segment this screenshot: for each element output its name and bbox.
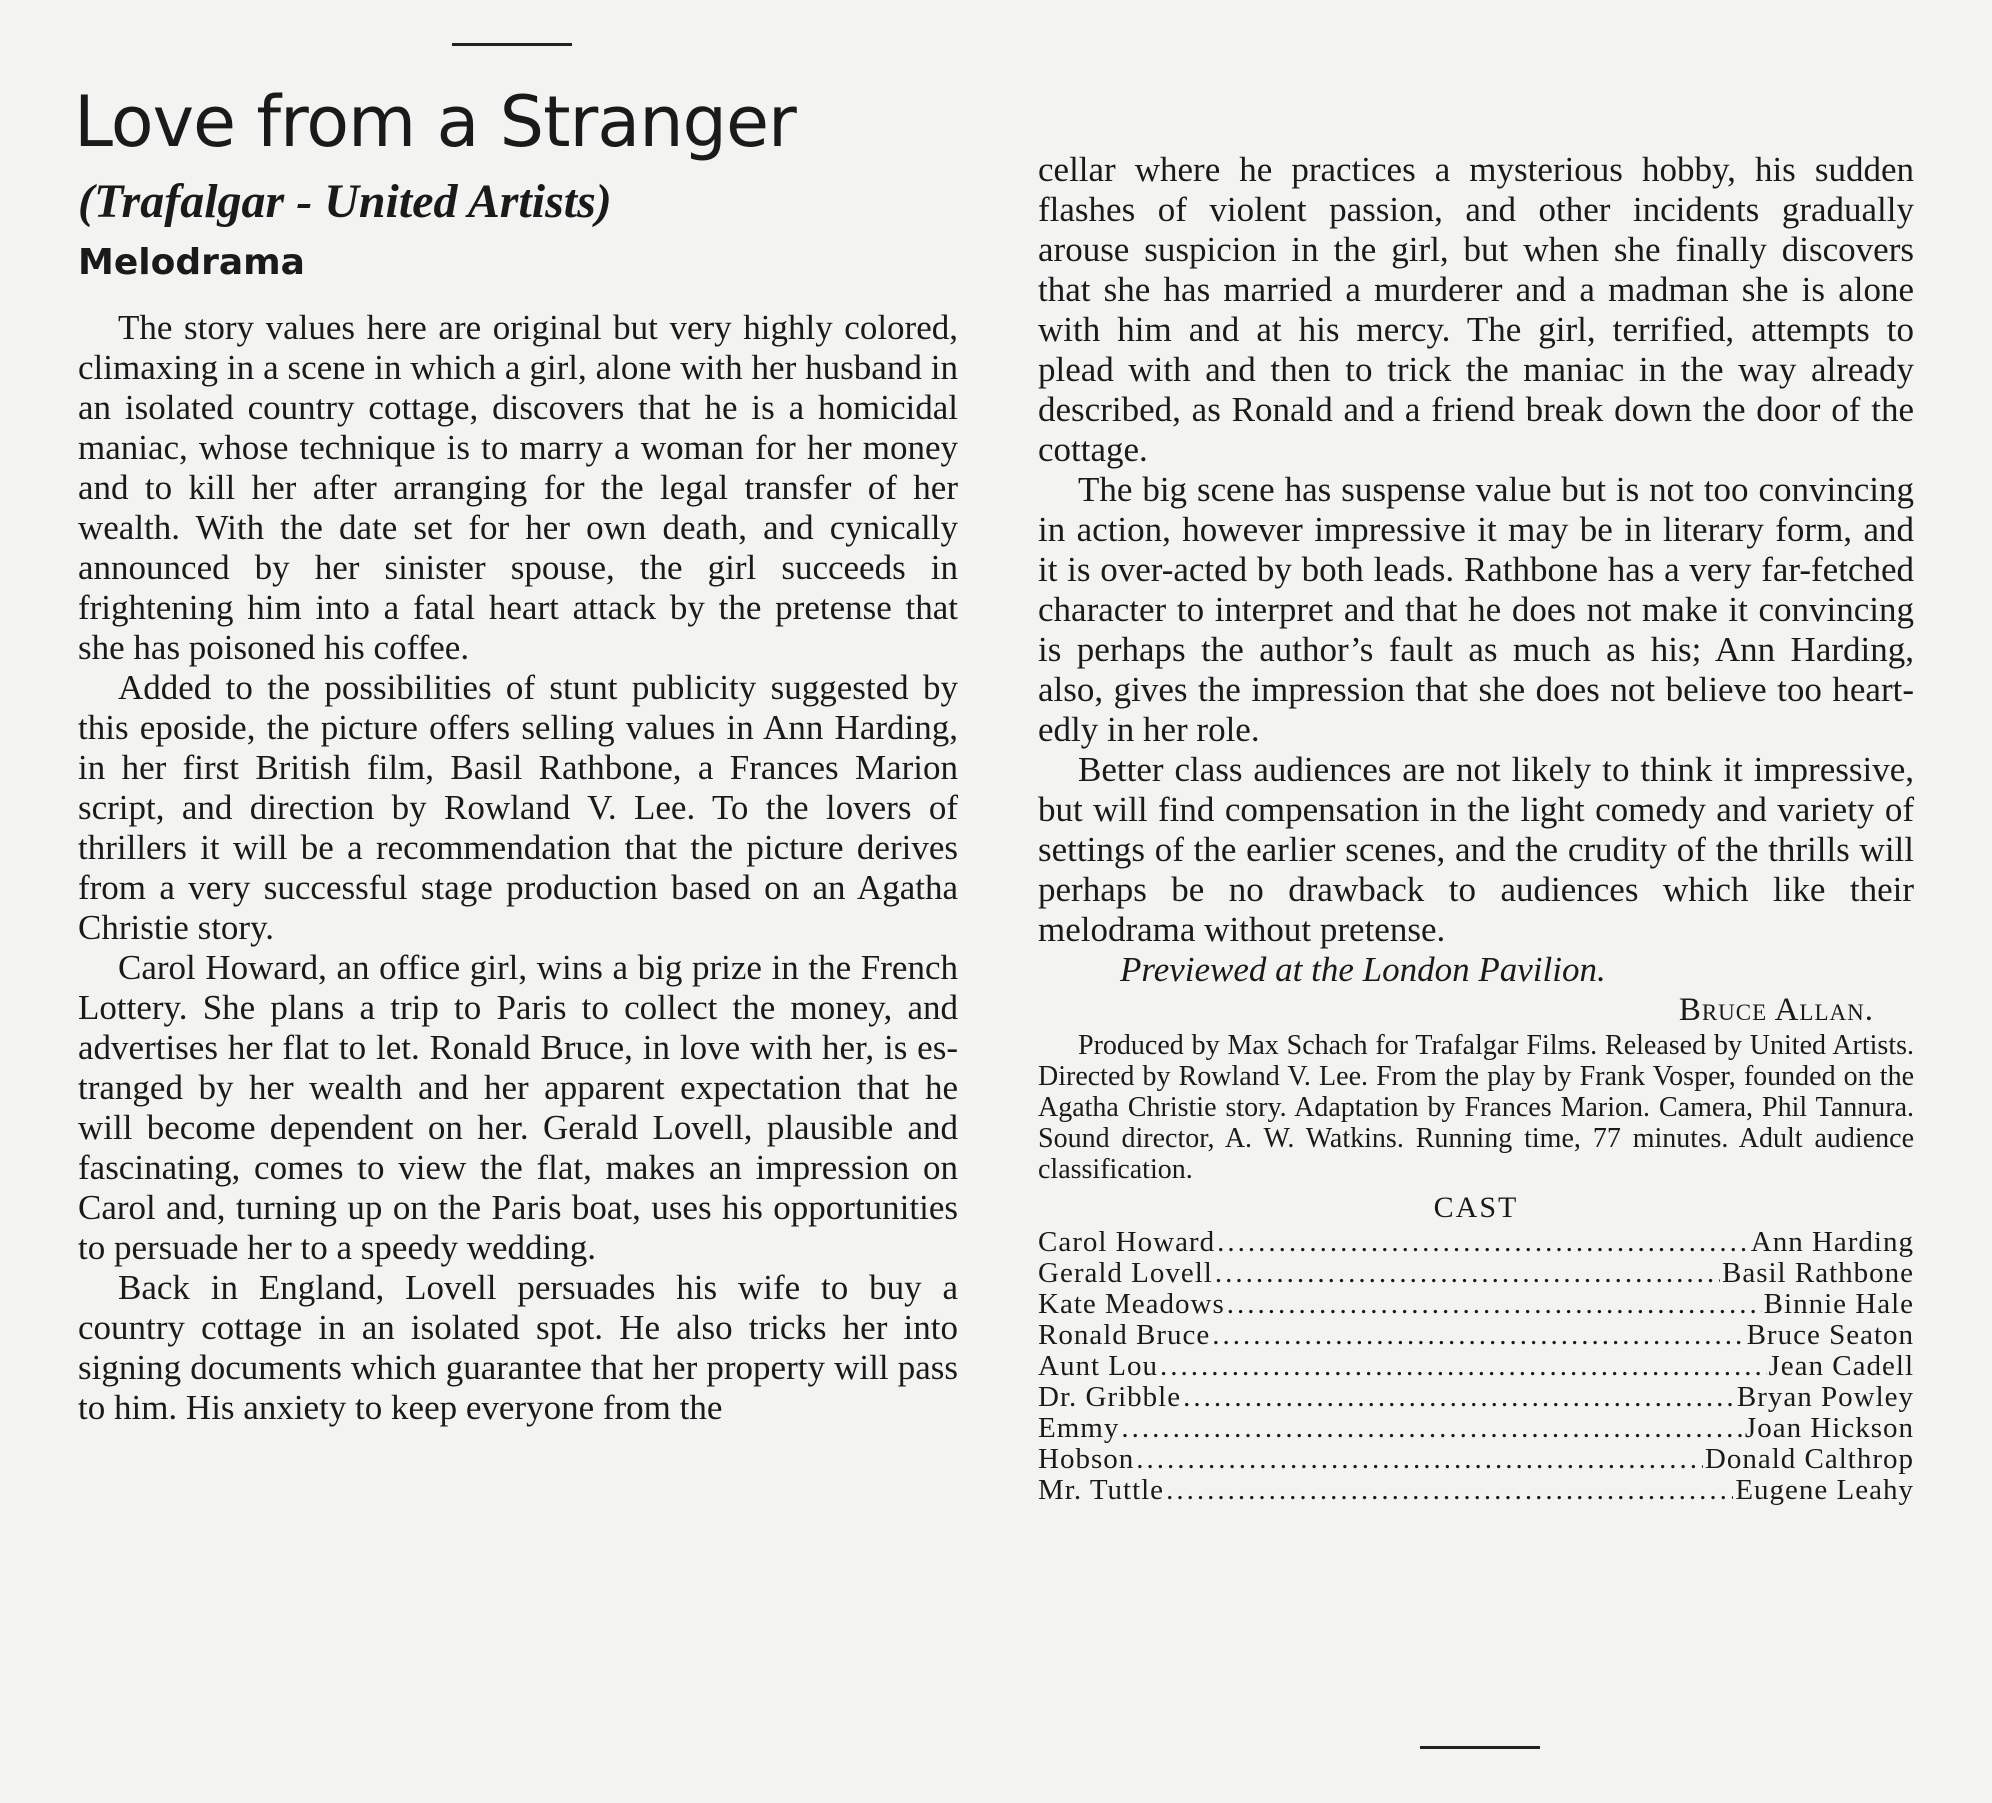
cast-row bbox=[1038, 1475, 1914, 1506]
paragraph: Back in England, Lovell persuades his wife to buy a country cottage in an isolated spot. He also tricks her into signing documents which guarantee that her property will pass to him. His anxiety to keep everyone from the bbox=[78, 1268, 958, 1427]
leader-dots bbox=[1136, 1444, 1703, 1475]
cast-actor: Donald Calthrop bbox=[1704, 1443, 1914, 1475]
paragraph: The story values here are original but very highly colored, climaxing in a scene in which a girl, alone with her husband in an isolated country cottage, discovers that he is a homicidal maniac, whose technique is to marry a woman for her money and to kill her after arranging for the legal transfer of her wealth. With the date set for her own death, and cynically announced by her sinister spouse, the girl succeeds in frightening him into a fatal heart attack by the pretense that she has poisoned his coffee. bbox=[78, 308, 958, 667]
cast-actor: Binnie Hale bbox=[1763, 1288, 1914, 1320]
cast-row bbox=[1038, 1444, 1914, 1475]
cast-actor: Jean Cadell bbox=[1768, 1350, 1914, 1382]
paragraph: Added to the possibilities of stunt publicity suggested by this eposide, the picture offers selling values in Ann Harding, in her first British film, Basil Rathbone, a Frances Marion script, and direction by Rowland V. Lee. To the lovers of thrillers it will be a recommendation that the picture derives from a very successful stage production based on an Agatha Christie story. bbox=[78, 668, 958, 947]
cast-row bbox=[1038, 1258, 1914, 1289]
leader-dots bbox=[1227, 1289, 1762, 1320]
reviewer-byline: Bruce Allan. bbox=[1678, 992, 1874, 1028]
top-rule bbox=[452, 43, 572, 46]
cast-role: Carol Howard bbox=[1038, 1226, 1216, 1258]
leader-dots bbox=[1183, 1382, 1735, 1413]
paragraph: Better class audiences are not likely to think it impressive, but will find compensation in the light comedy and variety of settings of the earlier scenes, and the crudity of the thrills will perhaps be no drawback to audiences which like their melodrama without pretense. bbox=[1038, 750, 1914, 949]
cast-row bbox=[1038, 1351, 1914, 1382]
left-column bbox=[78, 308, 958, 1428]
cast-role: Dr. Gribble bbox=[1038, 1381, 1182, 1413]
right-column bbox=[1038, 150, 1914, 1506]
distributor-line: (Trafalgar - United Artists) bbox=[78, 175, 612, 228]
cast-role: Aunt Lou bbox=[1038, 1350, 1158, 1382]
leader-dots bbox=[1212, 1320, 1744, 1351]
cast-actor: Bryan Powley bbox=[1736, 1381, 1914, 1413]
cast-actor: Eugene Leahy bbox=[1735, 1474, 1914, 1506]
cast-row bbox=[1038, 1382, 1914, 1413]
leader-dots bbox=[1215, 1258, 1720, 1289]
leader-dots bbox=[1160, 1351, 1767, 1382]
cast-role: Kate Meadows bbox=[1038, 1288, 1225, 1320]
preview-note: Previewed at the London Pavilion. bbox=[1120, 950, 1606, 989]
cast-list bbox=[1038, 1227, 1914, 1506]
cast-heading: CAST bbox=[1433, 1191, 1519, 1224]
cast-actor: Basil Rathbone bbox=[1721, 1257, 1914, 1289]
paragraph: Carol Howard, an office girl, wins a big prize in the French Lottery. She plans a trip to Paris to collect the money, and advertises her flat to let. Ronald Bruce, in love with her, is estranged by her wealth and her apparent expectation that he will become dependent on her. Gerald Lovell, plausible and fascinating, comes to view the flat, makes an impression on Carol and, turning up on the Paris boat, uses his opportunities to persuade her to a speedy wedding. bbox=[78, 948, 958, 1267]
cast-row bbox=[1038, 1413, 1914, 1444]
genre-label: Melodrama bbox=[78, 242, 305, 283]
cast-role: Emmy bbox=[1038, 1412, 1120, 1444]
paragraph: The big scene has suspense value but is not too convincing in action, however impressive it may be in literary form, and it is over-acted by both leads. Rathbone has a very far-fetched character to interpret and that he does not make it convincing is perhaps the author’s fault as much as his; Ann Harding, also, gives the impression that she does not believe too heartedly in her role. bbox=[1038, 470, 1914, 749]
production-credits: Produced by Max Schach for Trafalgar Films. Released by United Artists. Directed by Rowland V. Lee. From the play by Frank Vosper, founded on the Agatha Christie story. Adaptation by Frances Marion. Camera, Phil Tannura. Sound director, A. W. Watkins. Running time, 77 minutes. Adult audience classification. bbox=[1038, 1030, 1914, 1185]
bottom-rule bbox=[1420, 1746, 1540, 1749]
cast-row bbox=[1038, 1289, 1914, 1320]
cast-role: Hobson bbox=[1038, 1443, 1135, 1475]
cast-role: Mr. Tuttle bbox=[1038, 1474, 1165, 1506]
leader-dots bbox=[1217, 1227, 1749, 1258]
cast-actor: Bruce Seaton bbox=[1746, 1319, 1914, 1351]
leader-dots bbox=[1121, 1413, 1743, 1444]
paragraph: cellar where he practices a mysterious hobby, his sudden flashes of violent passion, and other incidents gradually arouse suspicion in the girl, but when she finally discovers that she has married a murderer and a madman she is alone with him and at his mercy. The girl, terrified, attempts to plead with and then to trick the maniac in the way already described, as Ronald and a friend break down the door of the cottage. bbox=[1038, 150, 1914, 469]
cast-row bbox=[1038, 1227, 1914, 1258]
review-title: Love from a Stranger bbox=[74, 81, 796, 163]
leader-dots bbox=[1166, 1475, 1733, 1506]
cast-actor: Ann Harding bbox=[1750, 1226, 1914, 1258]
cast-role: Ronald Bruce bbox=[1038, 1319, 1211, 1351]
cast-role: Gerald Lovell bbox=[1038, 1257, 1213, 1289]
cast-actor: Joan Hickson bbox=[1744, 1412, 1914, 1444]
cast-row bbox=[1038, 1320, 1914, 1351]
